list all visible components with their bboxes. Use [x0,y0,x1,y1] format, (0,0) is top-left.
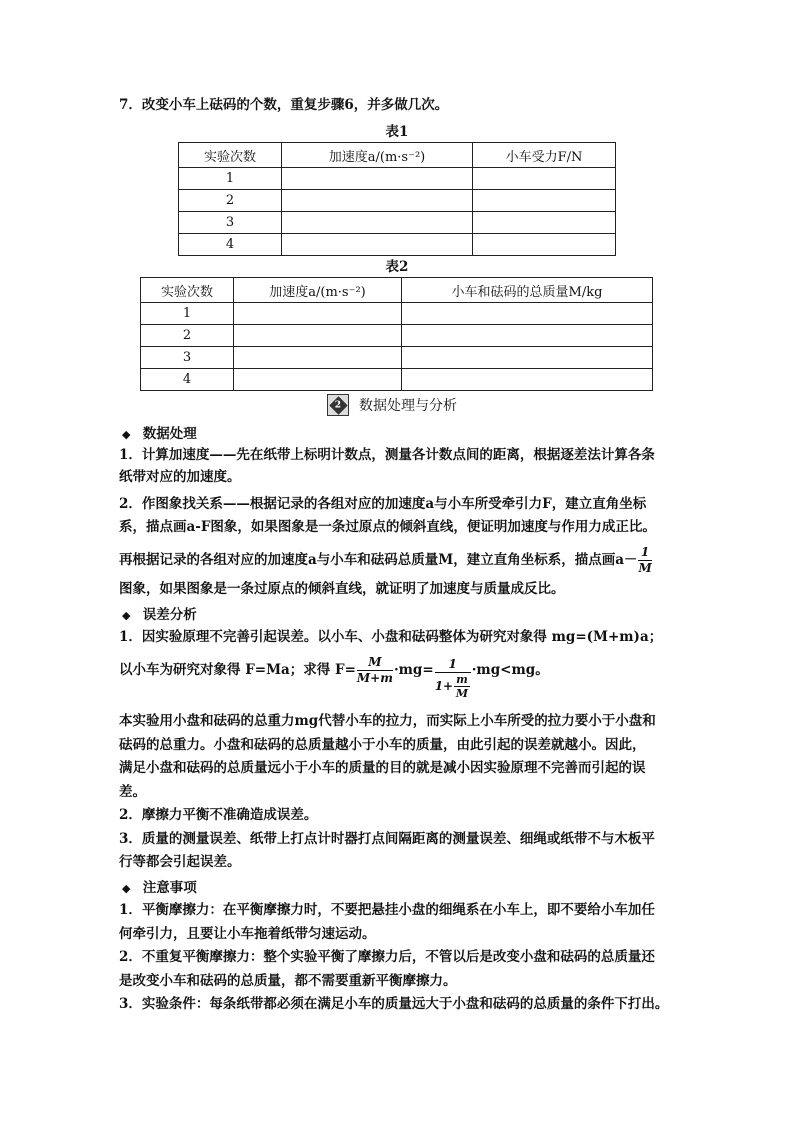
table-row [179,190,616,212]
table-1 [178,142,616,256]
table-row [179,234,616,256]
paragraph-line: 2．作图象找关系——根据记录的各组对应的加速度a与小车所受牵引力F，建立直角坐标 [119,496,647,512]
paragraph-line: 砝码的总重力。小盘和砝码的总质量越小于小车的质量，由此引起的误差就越小。因此， [119,737,646,753]
section-number-icon: 2 [327,394,349,416]
table-row [141,303,653,325]
diamond-bullet-icon: ◆ [122,882,131,895]
paragraph-line: 2．摩擦力平衡不准确造成误差。 [119,807,318,823]
error-analysis-heading: ◆ 误差分析 [122,607,197,623]
table-header-cell: 实验次数 [179,143,282,168]
table-cell: 4 [141,369,234,391]
table-cell: 2 [141,325,234,347]
fraction-m-over-m-plus-m: $\frac{M}{M+m}$ [356,655,393,685]
paragraph-line: 行等都会引起误差。 [119,854,241,870]
table-cell: 2 [179,190,282,212]
table-cell: 3 [179,212,282,234]
table2-caption: 表2 [385,259,409,275]
table-row [179,168,616,190]
table-cell: 1 [141,303,234,325]
section-title: 数据处理与分析 [359,398,457,414]
table1-caption: 表1 [385,124,409,140]
formula-line: 以小车为研究对象得 F=Ma；求得 F= $\frac{M}{M+m}$ ·mg= 1 1+ $\frac{m}{M}$ ·mg<mg。 [119,655,549,700]
paragraph-line: 3．质量的测量误差、纸带上打点计时器打点间隔距离的测量误差、细绳或纸带不与木板平 [119,831,655,847]
table-2 [140,277,653,391]
section-banner [327,394,457,416]
table-header-cell: 实验次数 [141,278,234,303]
diamond-bullet-icon: ◆ [122,609,131,622]
fraction-one-over-m: $\frac{1}{M}$ [638,545,652,575]
paragraph-line: 系，描点画a-F图象，如果图象是一条过原点的倾斜直线，便证明加速度与作用力成正比。 [119,519,656,535]
paragraph-line: 何牵引力，且要让小车拖着纸带匀速运动。 [119,926,376,942]
fraction-one-over-complex: 1 1+ $\frac{m}{M}$ [435,657,471,700]
table-header-row [179,143,616,168]
table-row [141,369,653,391]
paragraph-line: 是改变小车和砝码的总质量，都不需要重新平衡摩擦力。 [119,973,457,989]
table-row [179,212,616,234]
table-header-row [141,278,653,303]
table-header-cell: 加速度a/(m·s⁻²) [282,143,473,168]
table-row [141,325,653,347]
diamond-bullet-icon: ◆ [122,428,131,441]
paragraph-line: 本实验用小盘和砝码的总重力mg代替小车的拉力，而实际上小车所受的拉力要小于小盘和 [119,713,656,729]
table-cell: 3 [141,347,234,369]
paragraph-line: 2．不重复平衡摩擦力：整个实验平衡了摩擦力后，不管以后是改变小盘和砝码的总质量还 [119,949,655,965]
table-header-cell: 小车受力F/N [473,143,616,168]
paragraph-line: 再根据记录的各组对应的加速度a与小车和砝码总质量M，建立直角坐标系，描点画a－ $\frac{1}{M}$ [119,545,652,575]
paragraph-line: 1．计算加速度——先在纸带上标明计数点，测量各计数点间的距离，根据逐差法计算各条 [119,447,655,463]
step-7: 7．改变小车上砝码的个数，重复步骤6，并多做几次。 [119,97,449,113]
notes-heading: ◆ 注意事项 [122,880,197,896]
paragraph-line: 1．平衡摩擦力：在平衡摩擦力时，不要把悬挂小盘的细绳系在小车上，即不要给小车加任 [119,902,655,918]
paragraph-line: 差。 [119,784,146,800]
table-header-cell: 加速度a/(m·s⁻²) [234,278,402,303]
paragraph-line: 纸带对应的加速度。 [119,469,241,485]
table-header-cell: 小车和砝码的总质量M/kg [402,278,653,303]
data-processing-heading: ◆ 数据处理 [122,426,197,442]
paragraph-line: 图象，如果图象是一条过原点的倾斜直线，就证明了加速度与质量成反比。 [119,581,565,597]
table-row [141,347,653,369]
paragraph-line: 满足小盘和砝码的总质量远小于小车的质量的目的就是减小因实验原理不完善而引起的误 [119,760,646,776]
table-cell: 4 [179,234,282,256]
table-cell: 1 [179,168,282,190]
paragraph-line: 3．实验条件：每条纸带都必须在满足小车的质量远大于小盘和砝码的总质量的条件下打出。 [119,996,669,1012]
paragraph-line: 1．因实验原理不完善引起误差。以小车、小盘和砝码整体为研究对象得 mg=(M+m)a； [119,629,663,645]
